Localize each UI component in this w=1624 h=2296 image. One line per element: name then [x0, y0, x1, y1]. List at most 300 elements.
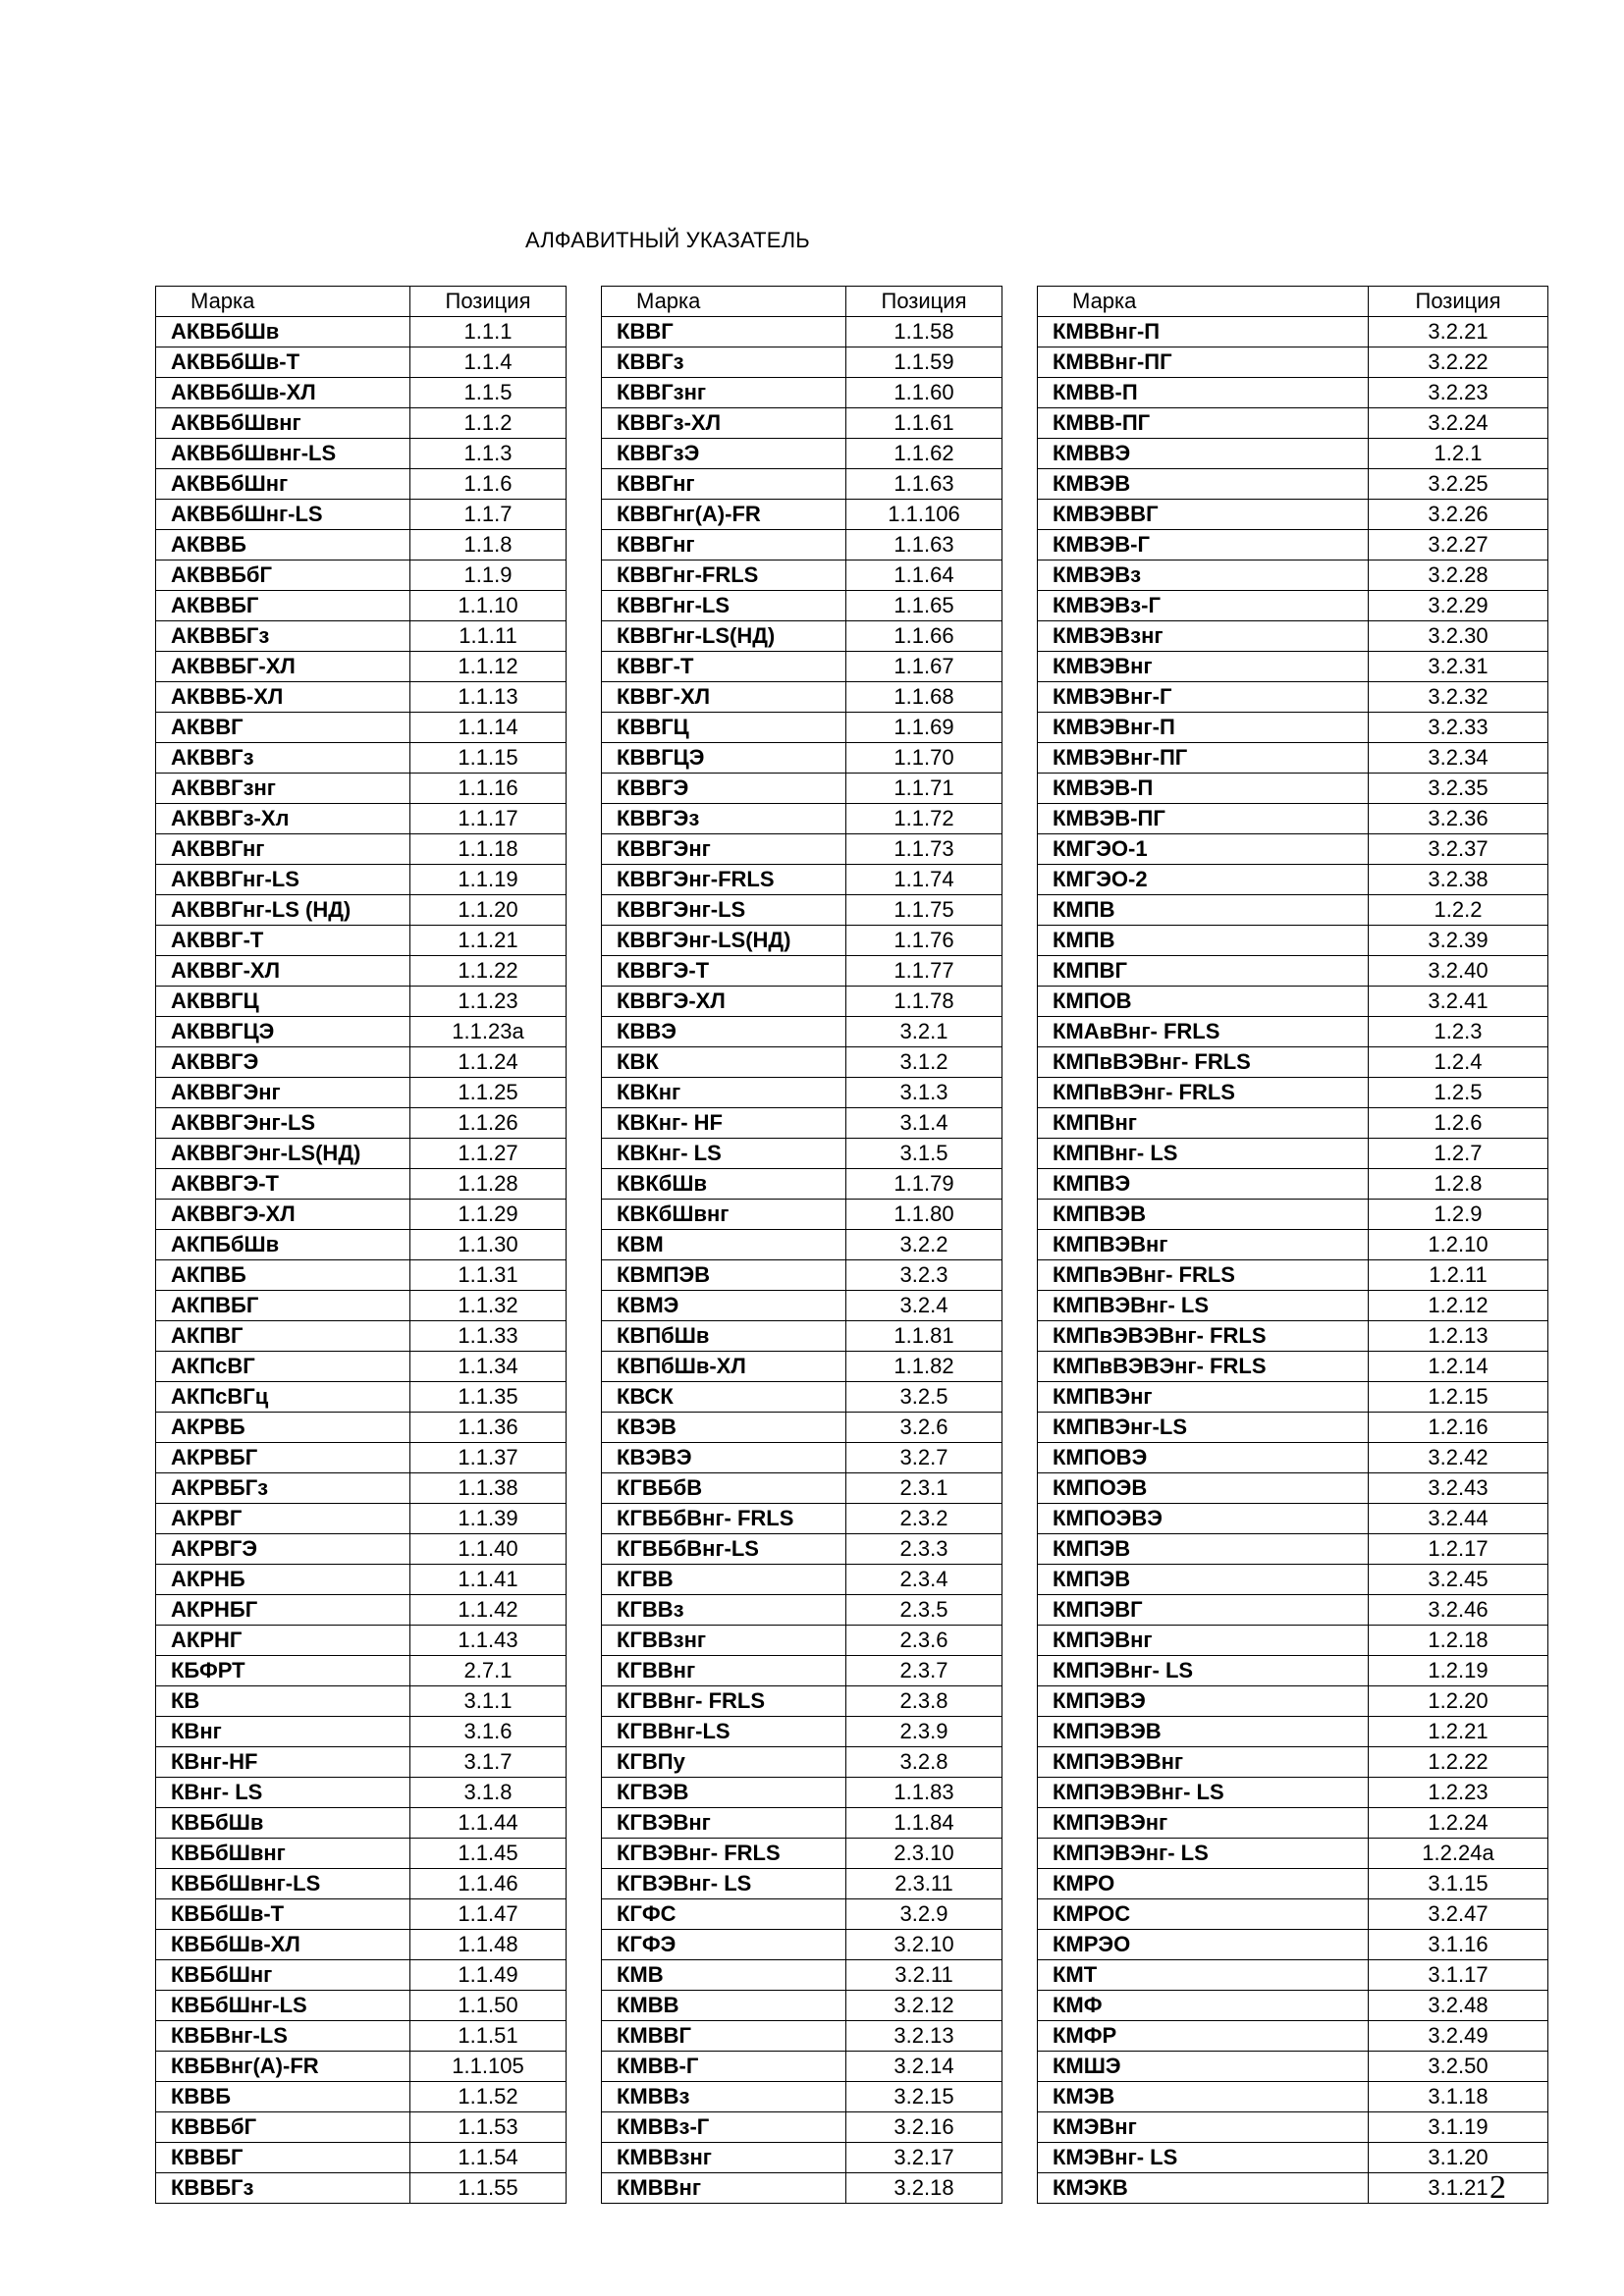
cable-brand-cell: КМВВнг-ПГ: [1038, 347, 1369, 378]
cable-brand-cell: КМГЭО-1: [1038, 834, 1369, 865]
cable-brand-cell: КВКнг- LS: [602, 1139, 846, 1169]
position-cell: 3.2.34: [1369, 743, 1548, 774]
column-gap: [1002, 926, 1038, 956]
column-gap: [1002, 347, 1038, 378]
position-cell: 3.2.41: [1369, 987, 1548, 1017]
position-cell: 1.1.50: [410, 1991, 567, 2021]
position-cell: 1.1.39: [410, 1504, 567, 1534]
cable-brand-cell: КВКбШвнг: [602, 1200, 846, 1230]
cable-brand-cell: АКПБбШв: [156, 1230, 410, 1260]
position-cell: 1.1.68: [846, 682, 1002, 713]
position-cell: 1.1.63: [846, 530, 1002, 561]
cable-brand-cell: КМПвВЭВЭнг- FRLS: [1038, 1352, 1369, 1382]
table-row: [156, 408, 1548, 439]
position-cell: 3.1.1: [410, 1686, 567, 1717]
column-gap: [1002, 774, 1038, 804]
position-cell: 1.1.59: [846, 347, 1002, 378]
cable-brand-cell: КМВ: [602, 1960, 846, 1991]
column-gap: [1002, 834, 1038, 865]
cable-brand-cell: КМАвВнг- FRLS: [1038, 1017, 1369, 1047]
cable-brand-cell: КМПВГ: [1038, 956, 1369, 987]
cable-brand-cell: КМПВнг: [1038, 1108, 1369, 1139]
cable-brand-cell: КВВГ-ХЛ: [602, 682, 846, 713]
position-cell: 3.2.5: [846, 1382, 1002, 1413]
cable-brand-cell: КГВПу: [602, 1747, 846, 1778]
cable-brand-cell: КМПЭВЭВнг- LS: [1038, 1778, 1369, 1808]
column-gap: [567, 2143, 602, 2173]
cable-brand-cell: КМВЭВнг: [1038, 652, 1369, 682]
position-cell: 1.1.17: [410, 804, 567, 834]
column-gap: [1002, 1626, 1038, 1656]
position-cell: 3.2.45: [1369, 1565, 1548, 1595]
table-row: [156, 1473, 1548, 1504]
cable-brand-cell: АКРВГ: [156, 1504, 410, 1534]
cable-brand-cell: АКПсВГ: [156, 1352, 410, 1382]
column-gap: [567, 774, 602, 804]
table-row: [156, 1565, 1548, 1595]
column-gap: [1002, 1078, 1038, 1108]
cable-brand-cell: КГФЭ: [602, 1930, 846, 1960]
cable-brand-cell: АКВВБ: [156, 530, 410, 561]
cable-brand-cell: КГВВ: [602, 1565, 846, 1595]
position-cell: 1.1.24: [410, 1047, 567, 1078]
cable-brand-cell: КМРО: [1038, 1869, 1369, 1899]
column-gap: [567, 317, 602, 347]
position-cell: 2.3.8: [846, 1686, 1002, 1717]
position-cell: 1.2.11: [1369, 1260, 1548, 1291]
column-gap: [567, 652, 602, 682]
column-gap: [567, 956, 602, 987]
position-cell: 1.2.22: [1369, 1747, 1548, 1778]
column-gap: [1002, 956, 1038, 987]
cable-brand-cell: КМВВнг-П: [1038, 317, 1369, 347]
cable-brand-cell: КВВБ: [156, 2082, 410, 2112]
position-cell: 1.1.6: [410, 469, 567, 500]
position-cell: 1.1.48: [410, 1930, 567, 1960]
column-gap: [1002, 652, 1038, 682]
cable-brand-cell: КМПЭВЭВнг: [1038, 1747, 1369, 1778]
table-row: [156, 682, 1548, 713]
table-row: [156, 713, 1548, 743]
cable-brand-cell: КМВЭВнг-ПГ: [1038, 743, 1369, 774]
cable-brand-cell: КВКнг: [602, 1078, 846, 1108]
cable-brand-cell: КМТ: [1038, 1960, 1369, 1991]
position-cell: 1.1.70: [846, 743, 1002, 774]
column-gap: [1002, 987, 1038, 1017]
column-gap: [567, 287, 602, 317]
cable-brand-cell: КВКбШв: [602, 1169, 846, 1200]
cable-brand-cell: АКВВГнг-LS: [156, 865, 410, 895]
cable-brand-cell: КВБбШв-ХЛ: [156, 1930, 410, 1960]
position-cell: 3.2.11: [846, 1960, 1002, 1991]
position-cell: 3.2.18: [846, 2173, 1002, 2204]
cable-brand-cell: КМВВГ: [602, 2021, 846, 2052]
column-gap: [567, 2173, 602, 2204]
table-row: [156, 1778, 1548, 1808]
column-gap: [567, 530, 602, 561]
position-cell: 1.1.79: [846, 1169, 1002, 1200]
column-gap: [567, 1200, 602, 1230]
cable-brand-cell: КМВЭВ-Г: [1038, 530, 1369, 561]
cable-brand-cell: КВБбШнг-LS: [156, 1991, 410, 2021]
position-cell: 1.1.23а: [410, 1017, 567, 1047]
table-row: [156, 1382, 1548, 1413]
column-gap: [1002, 1139, 1038, 1169]
column-gap: [567, 1869, 602, 1899]
position-cell: 1.1.105: [410, 2052, 567, 2082]
column-gap: [1002, 804, 1038, 834]
cable-brand-cell: АКВБбШвнг: [156, 408, 410, 439]
column-gap: [567, 682, 602, 713]
table-row: [156, 1230, 1548, 1260]
column-gap: [1002, 2082, 1038, 2112]
table-row: [156, 1839, 1548, 1869]
cable-brand-cell: КВ: [156, 1686, 410, 1717]
position-cell: 1.2.5: [1369, 1078, 1548, 1108]
cable-brand-cell: КВВГнг: [602, 530, 846, 561]
table-row: [156, 834, 1548, 865]
position-cell: 3.2.28: [1369, 561, 1548, 591]
position-cell: 2.3.2: [846, 1504, 1002, 1534]
cable-brand-cell: КВВГЭнг-LS: [602, 895, 846, 926]
position-cell: 1.1.82: [846, 1352, 1002, 1382]
cable-brand-cell: КГВЭВнг: [602, 1808, 846, 1839]
position-cell: 1.2.14: [1369, 1352, 1548, 1382]
column-gap: [567, 1565, 602, 1595]
table-row: [156, 1200, 1548, 1230]
column-gap: [1002, 2021, 1038, 2052]
cable-brand-cell: КВВБГз: [156, 2173, 410, 2204]
column-gap: [1002, 2143, 1038, 2173]
cable-brand-cell: АКВВГЭ: [156, 1047, 410, 1078]
cable-brand-cell: КВЭВЭ: [602, 1443, 846, 1473]
cable-brand-cell: КВБВнг-LS: [156, 2021, 410, 2052]
position-cell: 1.1.54: [410, 2143, 567, 2173]
column-gap: [567, 1991, 602, 2021]
position-cell: 1.1.18: [410, 834, 567, 865]
cable-brand-cell: КВМПЭВ: [602, 1260, 846, 1291]
column-gap: [567, 1595, 602, 1626]
column-gap: [567, 987, 602, 1017]
position-cell: 3.2.49: [1369, 2021, 1548, 2052]
column-gap: [567, 865, 602, 895]
cable-brand-cell: АКВВГз: [156, 743, 410, 774]
position-cell: 3.2.37: [1369, 834, 1548, 865]
cable-brand-cell: КВВГнг-LS(НД): [602, 621, 846, 652]
table-row: [156, 956, 1548, 987]
position-cell: 3.1.5: [846, 1139, 1002, 1169]
position-cell: 1.1.27: [410, 1139, 567, 1169]
table-row: [156, 1352, 1548, 1382]
column-gap: [1002, 621, 1038, 652]
cable-brand-cell: АКПВГ: [156, 1321, 410, 1352]
cable-brand-cell: АКВВГЭ-ХЛ: [156, 1200, 410, 1230]
cable-brand-cell: КГВБбВнг-LS: [602, 1534, 846, 1565]
column-gap: [1002, 743, 1038, 774]
position-cell: 1.1.74: [846, 865, 1002, 895]
cable-brand-cell: АКВВГз-Хл: [156, 804, 410, 834]
position-cell: 3.1.3: [846, 1078, 1002, 1108]
cable-brand-cell: КВВГЭз: [602, 804, 846, 834]
position-cell: 3.1.20: [1369, 2143, 1548, 2173]
column-gap: [567, 1808, 602, 1839]
cable-brand-cell: КВВГЭнг-FRLS: [602, 865, 846, 895]
cable-brand-cell: КБФРТ: [156, 1656, 410, 1686]
table-row: [156, 1656, 1548, 1686]
column-gap: [567, 1960, 602, 1991]
cable-brand-cell: КВВГЭ-Т: [602, 956, 846, 987]
cable-brand-cell: КВВБбГ: [156, 2112, 410, 2143]
column-gap: [567, 1413, 602, 1443]
position-cell: 3.2.50: [1369, 2052, 1548, 2082]
cable-brand-cell: КМПЭВЭ: [1038, 1686, 1369, 1717]
position-cell: 1.1.78: [846, 987, 1002, 1017]
cable-brand-cell: АКВВБГ: [156, 591, 410, 621]
position-cell: 1.1.83: [846, 1778, 1002, 1808]
column-gap: [567, 1504, 602, 1534]
cable-brand-cell: АКВВБ-ХЛ: [156, 682, 410, 713]
position-cell: 3.2.13: [846, 2021, 1002, 2052]
cable-brand-cell: КВВЭ: [602, 1017, 846, 1047]
position-cell: 1.1.49: [410, 1960, 567, 1991]
position-cell: 3.2.8: [846, 1747, 1002, 1778]
column-gap: [567, 1473, 602, 1504]
position-cell: 1.1.53: [410, 2112, 567, 2143]
column-gap: [567, 1017, 602, 1047]
cable-brand-cell: КМПОЭВЭ: [1038, 1504, 1369, 1534]
cable-brand-cell: АКВВГЭнг-LS(НД): [156, 1139, 410, 1169]
table-row: [156, 1139, 1548, 1169]
table-row: [156, 1960, 1548, 1991]
position-cell: 1.1.12: [410, 652, 567, 682]
table-row: [156, 1169, 1548, 1200]
cable-brand-cell: КМВВ-ПГ: [1038, 408, 1369, 439]
position-cell: 1.1.5: [410, 378, 567, 408]
cable-brand-cell: АКРВГЭ: [156, 1534, 410, 1565]
cable-brand-cell: КМПвЭВЭВнг- FRLS: [1038, 1321, 1369, 1352]
position-cell: 3.2.32: [1369, 682, 1548, 713]
cable-brand-cell: КМВЭВ-ПГ: [1038, 804, 1369, 834]
position-cell: 1.1.64: [846, 561, 1002, 591]
position-cell: 1.1.9: [410, 561, 567, 591]
column-gap: [1002, 865, 1038, 895]
column-gap: [567, 1047, 602, 1078]
position-cell: 3.2.23: [1369, 378, 1548, 408]
position-cell: 3.2.17: [846, 2143, 1002, 2173]
position-cell: 2.3.9: [846, 1717, 1002, 1747]
cable-brand-cell: КВЭВ: [602, 1413, 846, 1443]
column-gap: [567, 713, 602, 743]
column-gap: [567, 469, 602, 500]
position-cell: 3.2.29: [1369, 591, 1548, 621]
cable-brand-cell: АКВВГЭнг: [156, 1078, 410, 1108]
cable-brand-cell: КМШЭ: [1038, 2052, 1369, 2082]
column-gap: [567, 347, 602, 378]
cable-brand-cell: КВнг-HF: [156, 1747, 410, 1778]
position-cell: 1.1.40: [410, 1534, 567, 1565]
cable-brand-cell: АКРНГ: [156, 1626, 410, 1656]
position-cell: 1.1.20: [410, 895, 567, 926]
alphabetical-index-table: [155, 286, 1548, 2204]
column-gap: [567, 1656, 602, 1686]
column-gap: [567, 2021, 602, 2052]
position-cell: 3.2.7: [846, 1443, 1002, 1473]
column-gap: [567, 2052, 602, 2082]
table-row: [156, 1717, 1548, 1747]
position-cell: 1.1.71: [846, 774, 1002, 804]
column-gap: [567, 1169, 602, 1200]
cable-brand-cell: АКВВГнг-LS (НД): [156, 895, 410, 926]
column-gap: [1002, 1808, 1038, 1839]
position-cell: 1.1.10: [410, 591, 567, 621]
column-gap: [1002, 1930, 1038, 1960]
position-cell: 3.2.14: [846, 2052, 1002, 2082]
cable-brand-cell: АКВВГ: [156, 713, 410, 743]
cable-brand-cell: КМПОЭВ: [1038, 1473, 1369, 1504]
position-cell: 3.2.27: [1369, 530, 1548, 561]
page-title: АЛФАВИТНЫЙ УКАЗАТЕЛЬ: [525, 228, 810, 252]
cable-brand-cell: КВБВнг(А)-FR: [156, 2052, 410, 2082]
cable-brand-cell: АКВБбШв: [156, 317, 410, 347]
position-cell: 3.2.35: [1369, 774, 1548, 804]
table-row: [156, 621, 1548, 652]
position-cell: 1.1.28: [410, 1169, 567, 1200]
cable-brand-cell: АКВВГ-ХЛ: [156, 956, 410, 987]
cable-brand-cell: АКРНБ: [156, 1565, 410, 1595]
cable-brand-cell: КМФ: [1038, 1991, 1369, 2021]
column-gap: [567, 1443, 602, 1473]
cable-brand-cell: КВВГз-ХЛ: [602, 408, 846, 439]
cable-brand-cell: КВВГЦЭ: [602, 743, 846, 774]
cable-brand-cell: КВВГзЭ: [602, 439, 846, 469]
cable-brand-cell: КВБбШв: [156, 1808, 410, 1839]
cable-brand-cell: КМПОВ: [1038, 987, 1369, 1017]
position-cell: 1.2.17: [1369, 1534, 1548, 1565]
cable-brand-cell: АКРВБ: [156, 1413, 410, 1443]
table-row: [156, 1808, 1548, 1839]
position-cell: 3.2.10: [846, 1930, 1002, 1960]
position-cell: 1.2.13: [1369, 1321, 1548, 1352]
position-cell: 1.1.47: [410, 1899, 567, 1930]
column-gap: [1002, 1413, 1038, 1443]
cable-brand-cell: КВВГнг: [602, 469, 846, 500]
position-cell: 1.2.9: [1369, 1200, 1548, 1230]
position-cell: 3.2.25: [1369, 469, 1548, 500]
column-gap: [1002, 1200, 1038, 1230]
column-gap: [1002, 469, 1038, 500]
position-cell: 1.1.84: [846, 1808, 1002, 1839]
column-gap: [567, 1352, 602, 1382]
column-gap: [1002, 895, 1038, 926]
position-cell: 3.2.21: [1369, 317, 1548, 347]
position-cell: 1.1.72: [846, 804, 1002, 834]
position-cell: 1.1.37: [410, 1443, 567, 1473]
position-cell: 3.1.16: [1369, 1930, 1548, 1960]
table-row: [156, 895, 1548, 926]
column-gap: [1002, 500, 1038, 530]
position-cell: 3.1.17: [1369, 1960, 1548, 1991]
position-cell: 1.1.76: [846, 926, 1002, 956]
cable-brand-cell: КВБбШв-Т: [156, 1899, 410, 1930]
position-cell: 3.2.39: [1369, 926, 1548, 956]
column-gap: [1002, 378, 1038, 408]
column-gap: [567, 1747, 602, 1778]
cable-brand-cell: КМЭВнг: [1038, 2112, 1369, 2143]
cable-brand-cell: КГВБбВ: [602, 1473, 846, 1504]
position-cell: 3.1.19: [1369, 2112, 1548, 2143]
column-gap: [1002, 1230, 1038, 1260]
column-gap: [1002, 1047, 1038, 1078]
position-cell: 1.1.58: [846, 317, 1002, 347]
column-gap: [1002, 1260, 1038, 1291]
position-cell: 3.2.40: [1369, 956, 1548, 987]
table-row: [156, 500, 1548, 530]
position-cell: 1.2.21: [1369, 1717, 1548, 1747]
column-gap: [567, 1839, 602, 1869]
column-gap: [1002, 1382, 1038, 1413]
table-row: [156, 561, 1548, 591]
table-row: [156, 1504, 1548, 1534]
position-cell: 2.3.11: [846, 1869, 1002, 1899]
cable-brand-cell: КМВЭВ: [1038, 469, 1369, 500]
cable-brand-cell: КВВГз: [602, 347, 846, 378]
table-row: [156, 1291, 1548, 1321]
cable-brand-cell: КМПВЭВнг: [1038, 1230, 1369, 1260]
cable-brand-cell: КМЭВнг- LS: [1038, 2143, 1369, 2173]
position-cell: 1.2.8: [1369, 1169, 1548, 1200]
position-cell: 1.1.32: [410, 1291, 567, 1321]
position-cell: 1.1.67: [846, 652, 1002, 682]
cable-brand-cell: КГВВнг: [602, 1656, 846, 1686]
position-cell: 3.2.9: [846, 1899, 1002, 1930]
column-gap: [1002, 1169, 1038, 1200]
cable-brand-cell: КМПВЭнг: [1038, 1382, 1369, 1413]
table-row: [156, 2052, 1548, 2082]
position-cell: 1.2.3: [1369, 1017, 1548, 1047]
column-gap: [1002, 287, 1038, 317]
table-row: [156, 1899, 1548, 1930]
cable-brand-cell: АКВВГЦЭ: [156, 1017, 410, 1047]
cable-brand-cell: АКВВГзнг: [156, 774, 410, 804]
position-cell: 3.2.47: [1369, 1899, 1548, 1930]
cable-brand-cell: АКРВБГз: [156, 1473, 410, 1504]
position-cell: 1.1.60: [846, 378, 1002, 408]
cable-brand-cell: КМВВз: [602, 2082, 846, 2112]
position-cell: 1.1.55: [410, 2173, 567, 2204]
position-cell: 2.3.5: [846, 1595, 1002, 1626]
column-gap: [567, 2112, 602, 2143]
table-row: [156, 1078, 1548, 1108]
column-gap: [1002, 1291, 1038, 1321]
table-row: [156, 804, 1548, 834]
position-cell: 3.1.6: [410, 1717, 567, 1747]
column-gap: [1002, 439, 1038, 469]
cable-brand-cell: КГВЭВнг- FRLS: [602, 1839, 846, 1869]
cable-brand-cell: КМФР: [1038, 2021, 1369, 2052]
position-cell: 1.1.25: [410, 1078, 567, 1108]
cable-brand-cell: КМВВ-П: [1038, 378, 1369, 408]
column-gap: [1002, 1565, 1038, 1595]
column-gap: [1002, 317, 1038, 347]
position-cell: 1.1.15: [410, 743, 567, 774]
position-cell: 1.1.13: [410, 682, 567, 713]
table-row: [156, 317, 1548, 347]
position-cell: 1.1.11: [410, 621, 567, 652]
cable-brand-cell: КМВВ: [602, 1991, 846, 2021]
cable-brand-cell: КМВВЭ: [1038, 439, 1369, 469]
cable-brand-cell: КМПЭВЭнг: [1038, 1808, 1369, 1839]
table-row: [156, 591, 1548, 621]
